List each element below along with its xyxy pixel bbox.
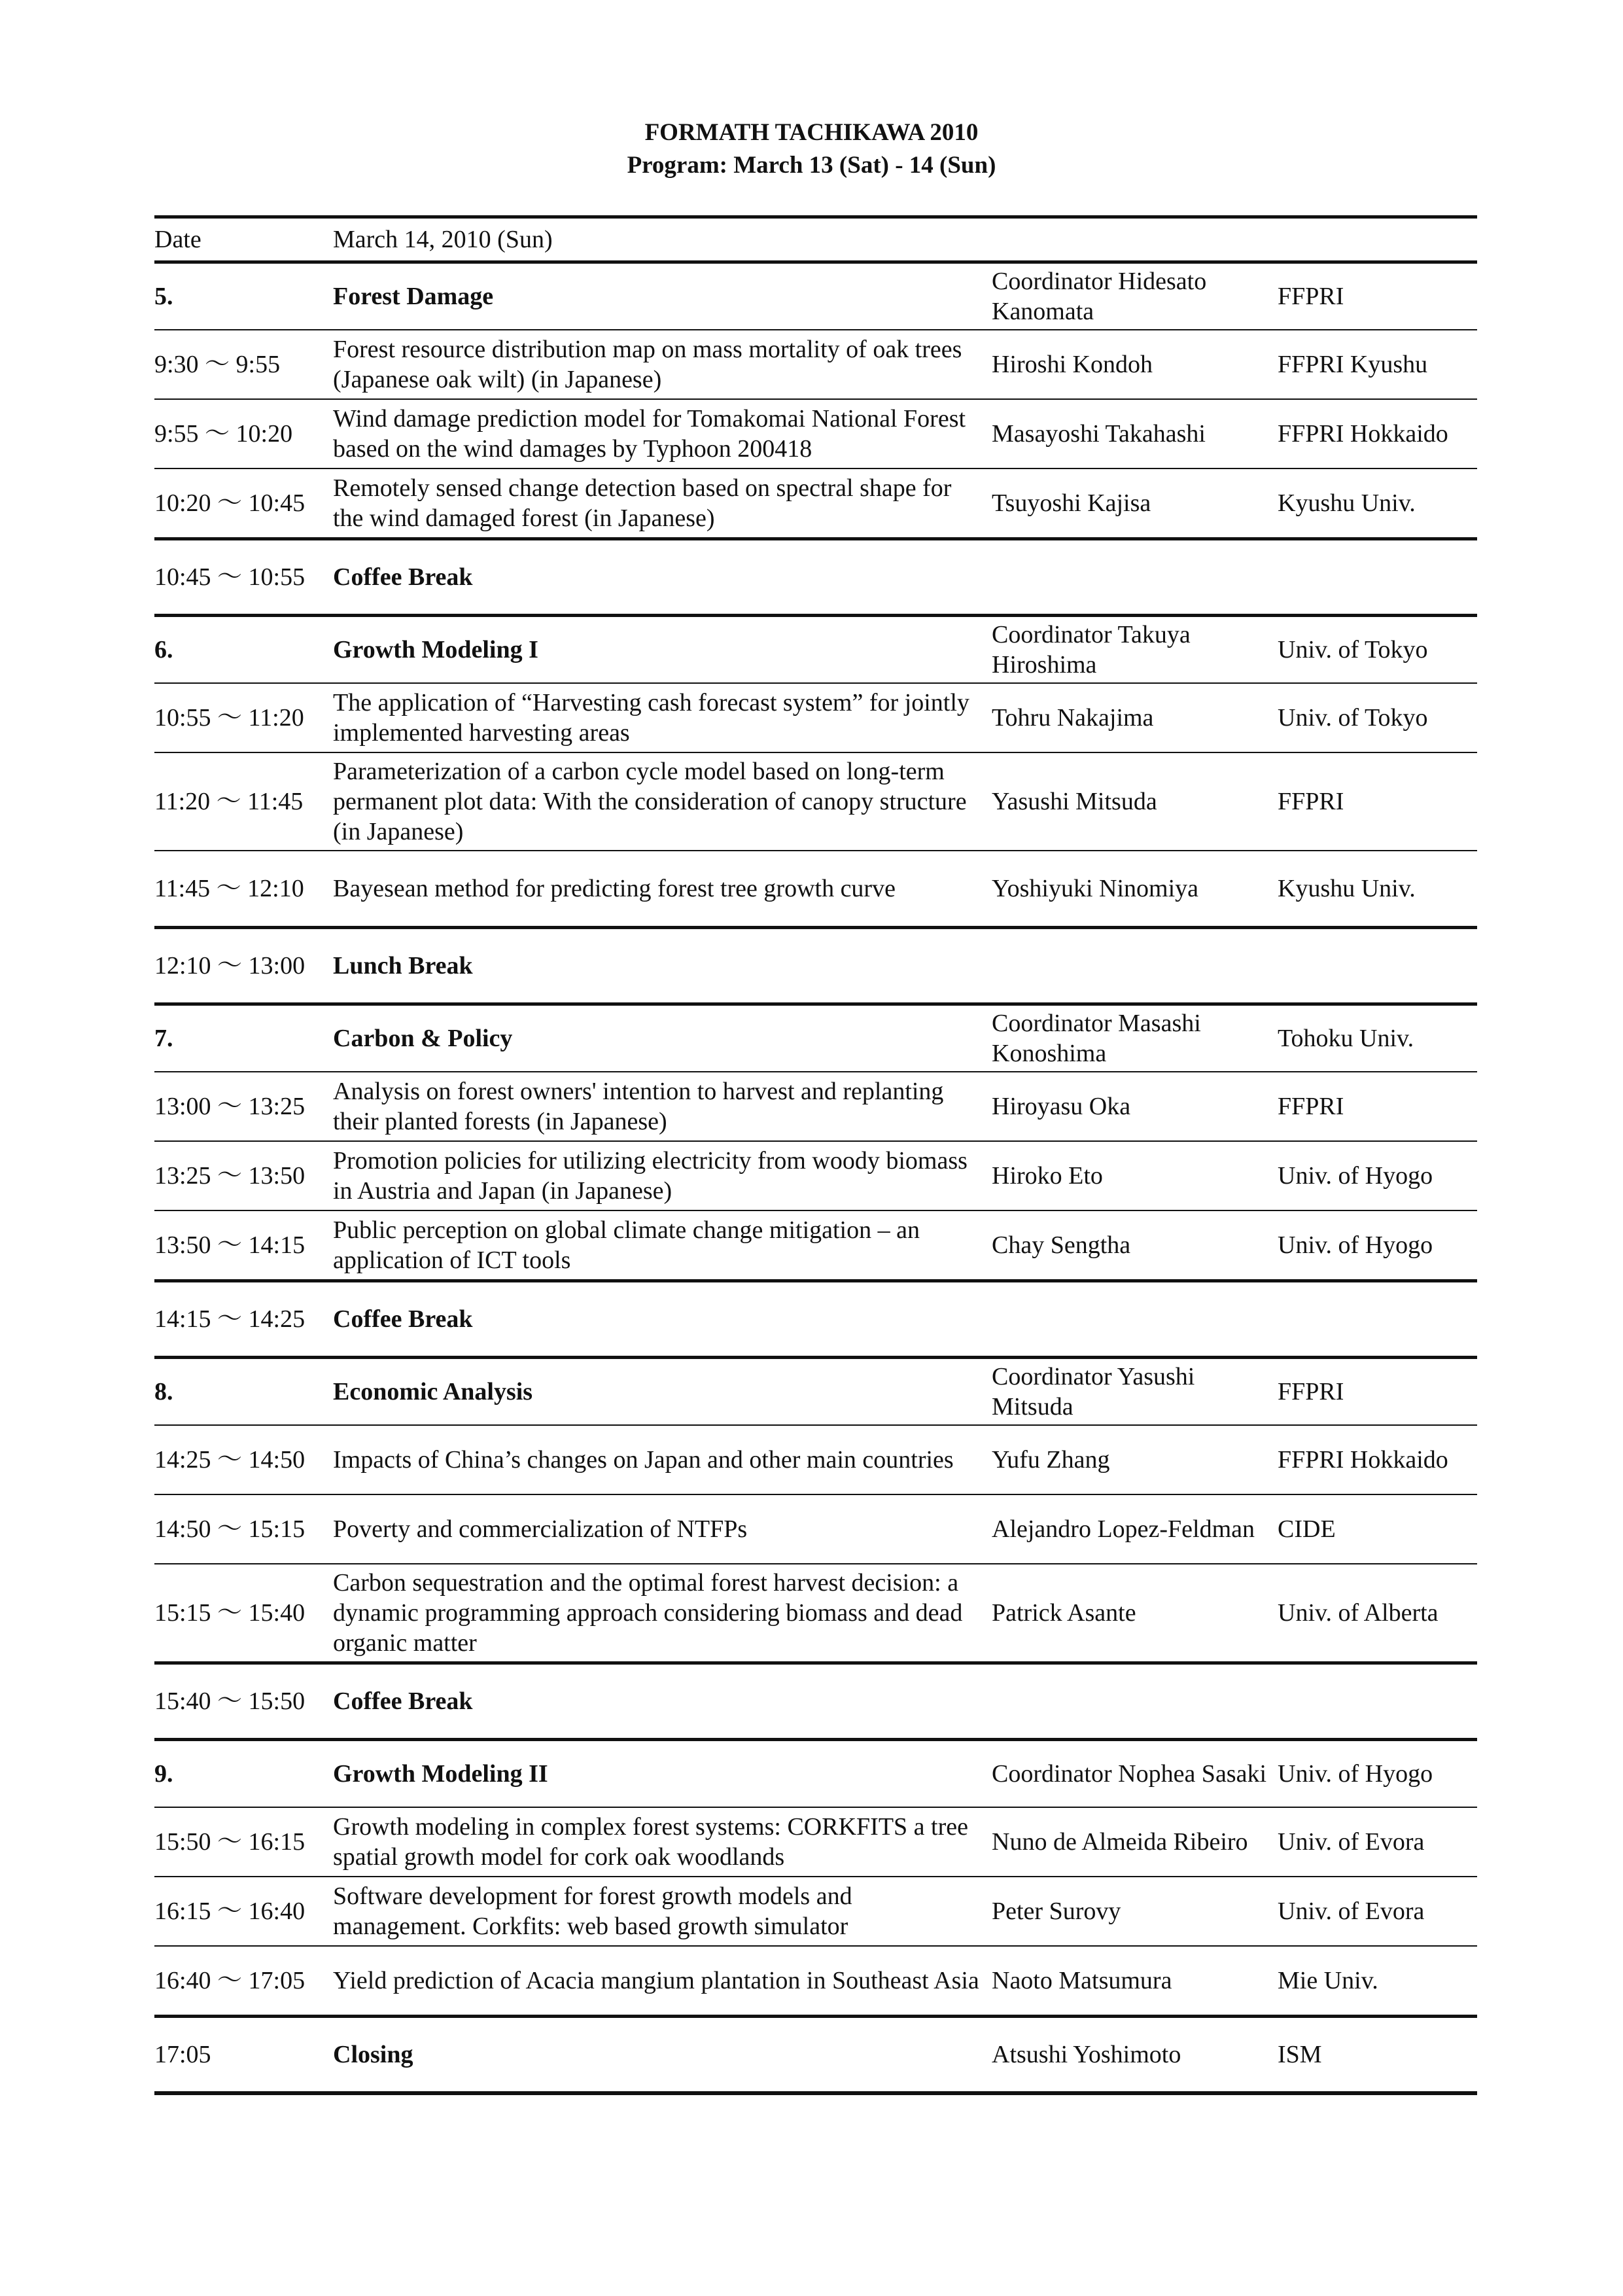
talk-speaker: Nuno de Almeida Ribeiro xyxy=(992,1807,1278,1877)
talk-row xyxy=(154,330,1477,399)
talk-row xyxy=(154,1877,1477,1946)
talk-affiliation: Univ. of Evora xyxy=(1278,1877,1477,1946)
break-row xyxy=(154,539,1477,616)
page-title: FORMATH TACHIKAWA 2010 xyxy=(644,119,979,146)
talk-title: Yield prediction of Acacia mangium plantation in Southeast Asia xyxy=(333,1946,992,2017)
break-title: Coffee Break xyxy=(333,539,1477,616)
closing-speaker: Atsushi Yoshimoto xyxy=(992,2017,1278,2094)
talk-row xyxy=(154,1564,1477,1663)
talk-time: 13:50 〜 14:15 xyxy=(154,1210,333,1281)
talk-title: Carbon sequestration and the optimal forest harvest decision: a dynamic programming approach considering biomass and dead organic matter xyxy=(333,1564,992,1663)
talk-affiliation: Univ. of Evora xyxy=(1278,1807,1477,1877)
date-row xyxy=(154,217,1477,262)
session-title: Growth Modeling I xyxy=(333,616,992,684)
talk-time: 15:15 〜 15:40 xyxy=(154,1564,333,1663)
talk-affiliation: Univ. of Hyogo xyxy=(1278,1141,1477,1210)
session-affiliation: FFPRI xyxy=(1278,1358,1477,1426)
session-title: Carbon & Policy xyxy=(333,1004,992,1072)
session-header-row xyxy=(154,1740,1477,1808)
talk-row xyxy=(154,468,1477,539)
session-coordinator: Coordinator Yasushi Mitsuda xyxy=(992,1358,1278,1426)
talk-time: 13:00 〜 13:25 xyxy=(154,1072,333,1141)
talk-time: 16:40 〜 17:05 xyxy=(154,1946,333,2017)
talk-time: 14:25 〜 14:50 xyxy=(154,1425,333,1494)
talk-row xyxy=(154,1494,1477,1564)
session-coordinator: Coordinator Takuya Hiroshima xyxy=(992,616,1278,684)
talk-title: Parameterization of a carbon cycle model based on long-term permanent plot data: With the consideration of canopy structure (in Japanese) xyxy=(333,752,992,851)
talk-speaker: Hiroshi Kondoh xyxy=(992,330,1278,399)
talk-time: 11:45 〜 12:10 xyxy=(154,851,333,928)
date-value: March 14, 2010 (Sun) xyxy=(333,217,1477,262)
session-header-row xyxy=(154,1004,1477,1072)
session-affiliation: FFPRI xyxy=(1278,262,1477,330)
break-time: 12:10 〜 13:00 xyxy=(154,928,333,1004)
session-title: Growth Modeling II xyxy=(333,1740,992,1808)
talk-speaker: Masayoshi Takahashi xyxy=(992,399,1278,468)
talk-row xyxy=(154,399,1477,468)
talk-title: Poverty and commercialization of NTFPs xyxy=(333,1494,992,1564)
break-title: Lunch Break xyxy=(333,928,1477,1004)
program-table-wrapper xyxy=(154,215,1477,2095)
talk-affiliation: Univ. of Tokyo xyxy=(1278,683,1477,752)
talk-row xyxy=(154,683,1477,752)
break-time: 15:40 〜 15:50 xyxy=(154,1663,333,1740)
talk-speaker: Peter Surovy xyxy=(992,1877,1278,1946)
session-affiliation: Tohoku Univ. xyxy=(1278,1004,1477,1072)
talk-time: 15:50 〜 16:15 xyxy=(154,1807,333,1877)
page-subtitle: Program: March 13 (Sat) - 14 (Sun) xyxy=(627,152,996,179)
session-number: 9. xyxy=(154,1740,333,1808)
talk-title: Growth modeling in complex forest systems: CORKFITS a tree spatial growth model for cork oak woodlands xyxy=(333,1807,992,1877)
talk-affiliation: FFPRI xyxy=(1278,1072,1477,1141)
break-row xyxy=(154,928,1477,1004)
talk-affiliation: Univ. of Hyogo xyxy=(1278,1210,1477,1281)
talk-row xyxy=(154,1425,1477,1494)
session-header-row xyxy=(154,616,1477,684)
talk-affiliation: FFPRI Hokkaido xyxy=(1278,1425,1477,1494)
talk-affiliation: Univ. of Alberta xyxy=(1278,1564,1477,1663)
closing-affiliation: ISM xyxy=(1278,2017,1477,2094)
break-title: Coffee Break xyxy=(333,1663,1477,1740)
talk-affiliation: FFPRI Hokkaido xyxy=(1278,399,1477,468)
session-title: Economic Analysis xyxy=(333,1358,992,1426)
talk-speaker: Yufu Zhang xyxy=(992,1425,1278,1494)
date-label: Date xyxy=(154,217,333,262)
session-number: 6. xyxy=(154,616,333,684)
talk-title: Bayesean method for predicting forest tree growth curve xyxy=(333,851,992,928)
talk-title: Public perception on global climate change mitigation – an application of ICT tools xyxy=(333,1210,992,1281)
session-header-row xyxy=(154,262,1477,330)
program-table xyxy=(154,215,1477,2095)
talk-time: 9:30 〜 9:55 xyxy=(154,330,333,399)
talk-time: 11:20 〜 11:45 xyxy=(154,752,333,851)
talk-speaker: Tohru Nakajima xyxy=(992,683,1278,752)
session-number: 8. xyxy=(154,1358,333,1426)
talk-row xyxy=(154,1072,1477,1141)
talk-time: 9:55 〜 10:20 xyxy=(154,399,333,468)
talk-title: Forest resource distribution map on mass mortality of oak trees (Japanese oak wilt) (in Japanese) xyxy=(333,330,992,399)
talk-speaker: Tsuyoshi Kajisa xyxy=(992,468,1278,539)
talk-affiliation: Mie Univ. xyxy=(1278,1946,1477,2017)
talk-speaker: Hiroko Eto xyxy=(992,1141,1278,1210)
session-affiliation: Univ. of Tokyo xyxy=(1278,616,1477,684)
session-number: 5. xyxy=(154,262,333,330)
talk-title: Remotely sensed change detection based on spectral shape for the wind damaged forest (in Japanese) xyxy=(333,468,992,539)
talk-affiliation: FFPRI Kyushu xyxy=(1278,330,1477,399)
session-coordinator: Coordinator Hidesato Kanomata xyxy=(992,262,1278,330)
talk-speaker: Naoto Matsumura xyxy=(992,1946,1278,2017)
talk-row xyxy=(154,851,1477,928)
talk-title: Wind damage prediction model for Tomakomai National Forest based on the wind damages by Typhoon 200418 xyxy=(333,399,992,468)
talk-time: 13:25 〜 13:50 xyxy=(154,1141,333,1210)
talk-title: Impacts of China’s changes on Japan and other main countries xyxy=(333,1425,992,1494)
talk-affiliation: Kyushu Univ. xyxy=(1278,468,1477,539)
talk-speaker: Hiroyasu Oka xyxy=(992,1072,1278,1141)
talk-affiliation: CIDE xyxy=(1278,1494,1477,1564)
closing-title: Closing xyxy=(333,2017,992,2094)
break-title: Coffee Break xyxy=(333,1281,1477,1358)
closing-row xyxy=(154,2017,1477,2094)
talk-title: The application of “Harvesting cash forecast system” for jointly implemented harvesting areas xyxy=(333,683,992,752)
talk-affiliation: FFPRI xyxy=(1278,752,1477,851)
talk-time: 10:55 〜 11:20 xyxy=(154,683,333,752)
break-row xyxy=(154,1281,1477,1358)
talk-time: 16:15 〜 16:40 xyxy=(154,1877,333,1946)
session-coordinator: Coordinator Nophea Sasaki xyxy=(992,1740,1278,1808)
session-affiliation: Univ. of Hyogo xyxy=(1278,1740,1477,1808)
talk-row xyxy=(154,752,1477,851)
talk-speaker: Yasushi Mitsuda xyxy=(992,752,1278,851)
break-time: 14:15 〜 14:25 xyxy=(154,1281,333,1358)
session-number: 7. xyxy=(154,1004,333,1072)
talk-time: 14:50 〜 15:15 xyxy=(154,1494,333,1564)
session-coordinator: Coordinator Masashi Konoshima xyxy=(992,1004,1278,1072)
talk-time: 10:20 〜 10:45 xyxy=(154,468,333,539)
talk-speaker: Patrick Asante xyxy=(992,1564,1278,1663)
talk-row xyxy=(154,1807,1477,1877)
talk-affiliation: Kyushu Univ. xyxy=(1278,851,1477,928)
talk-row xyxy=(154,1141,1477,1210)
talk-row xyxy=(154,1946,1477,2017)
session-title: Forest Damage xyxy=(333,262,992,330)
break-row xyxy=(154,1663,1477,1740)
talk-speaker: Alejandro Lopez-Feldman xyxy=(992,1494,1278,1564)
talk-title: Analysis on forest owners' intention to harvest and replanting their planted forests (in Japanese) xyxy=(333,1072,992,1141)
session-header-row xyxy=(154,1358,1477,1426)
page-header xyxy=(0,116,1623,182)
talk-title: Software development for forest growth models and management. Corkfits: web based growth simulator xyxy=(333,1877,992,1946)
talk-title: Promotion policies for utilizing electricity from woody biomass in Austria and Japan (in Japanese) xyxy=(333,1141,992,1210)
break-time: 10:45 〜 10:55 xyxy=(154,539,333,616)
talk-row xyxy=(154,1210,1477,1281)
talk-speaker: Chay Sengtha xyxy=(992,1210,1278,1281)
program-table-body xyxy=(154,217,1477,2094)
talk-speaker: Yoshiyuki Ninomiya xyxy=(992,851,1278,928)
closing-time: 17:05 xyxy=(154,2017,333,2094)
